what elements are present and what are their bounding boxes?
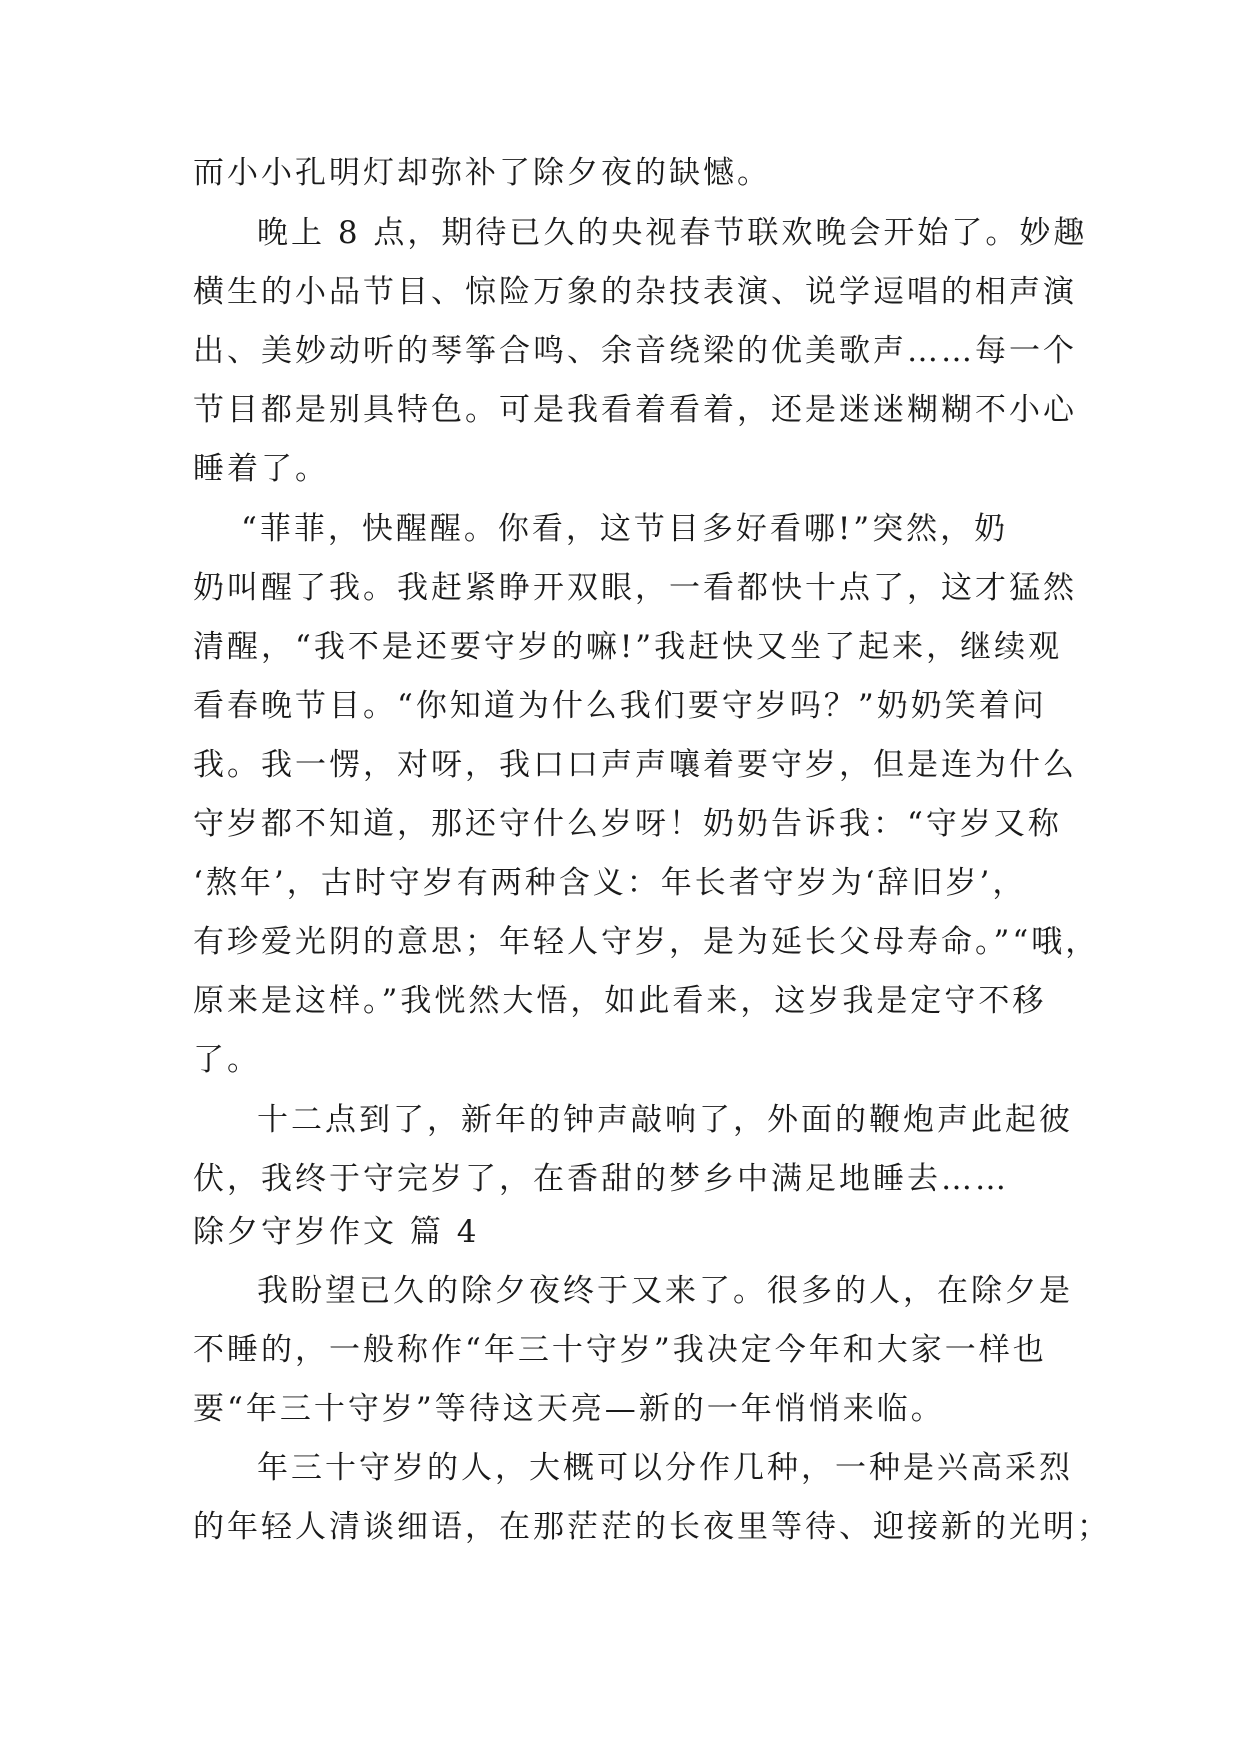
text-line: 节目都是别具特色。可是我看着看着，还是迷迷糊糊不小心 xyxy=(193,392,1077,428)
text-line: 我。我一愣，对呀，我口口声声嚷着要守岁，但是连为什么 xyxy=(193,747,1077,783)
paragraph-first-line: 我盼望已久的除夕夜终于又来了。很多的人，在除夕是 xyxy=(257,1273,1073,1309)
text-line: 横生的小品节目、惊险万象的杂技表演、说学逗唱的相声演 xyxy=(193,274,1077,310)
paragraph-first-line: 晚上 8 点，期待已久的央视春节联欢晚会开始了。妙趣 xyxy=(257,215,1088,251)
text-line: 原来是这样。”我恍然大悟，如此看来，这岁我是定守不移 xyxy=(193,983,1047,1019)
text-line: 清醒，“我不是还要守岁的嘛!”我赶快又坐了起来，继续观 xyxy=(193,629,1063,665)
paragraph-first-line: 十二点到了，新年的钟声敲响了，外面的鞭炮声此起彼 xyxy=(257,1102,1073,1138)
text-line: 了。 xyxy=(193,1042,261,1078)
text-line: 奶叫醒了我。我赶紧睁开双眼，一看都快十点了，这才猛然 xyxy=(193,570,1077,606)
text-line: 要“年三十守岁”等待这天亮—新的一年悄悄来临。 xyxy=(193,1391,945,1427)
text-line: 看春晚节目。“你知道为什么我们要守岁吗？”奶奶笑着问 xyxy=(193,688,1047,724)
text-line: 的年轻人清谈细语，在那茫茫的长夜里等待、迎接新的光明； xyxy=(193,1509,1111,1545)
text-line: 有珍爱光阴的意思；年轻人守岁，是为延长父母寿命。”“哦， xyxy=(193,924,1100,960)
text-line: 出、美妙动听的琴筝合鸣、余音绕梁的优美歌声……每一个 xyxy=(193,333,1077,369)
text-line: 睡着了。 xyxy=(193,451,329,487)
text-line: 不睡的，一般称作“年三十守岁”我决定今年和大家一样也 xyxy=(193,1332,1047,1368)
text-line: ‘熬年’，古时守岁有两种含义：年长者守岁为‘辞旧岁’， xyxy=(193,865,1027,901)
text-line: 而小小孔明灯却弥补了除夕夜的缺憾。 xyxy=(193,155,771,191)
paragraph-first-line: 年三十守岁的人，大概可以分作几种，一种是兴高采烈 xyxy=(257,1450,1073,1486)
text-line: 伏，我终于守完岁了，在香甜的梦乡中满足地睡去…… xyxy=(193,1161,1009,1197)
paragraph-first-line: “菲菲，快醒醒。你看，这节目多好看哪!”突然，奶 xyxy=(241,511,1009,547)
section-heading: 除夕守岁作文 篇 4 xyxy=(193,1214,480,1250)
text-line: 守岁都不知道，那还守什么岁呀！奶奶告诉我：“守岁又称 xyxy=(193,806,1062,842)
